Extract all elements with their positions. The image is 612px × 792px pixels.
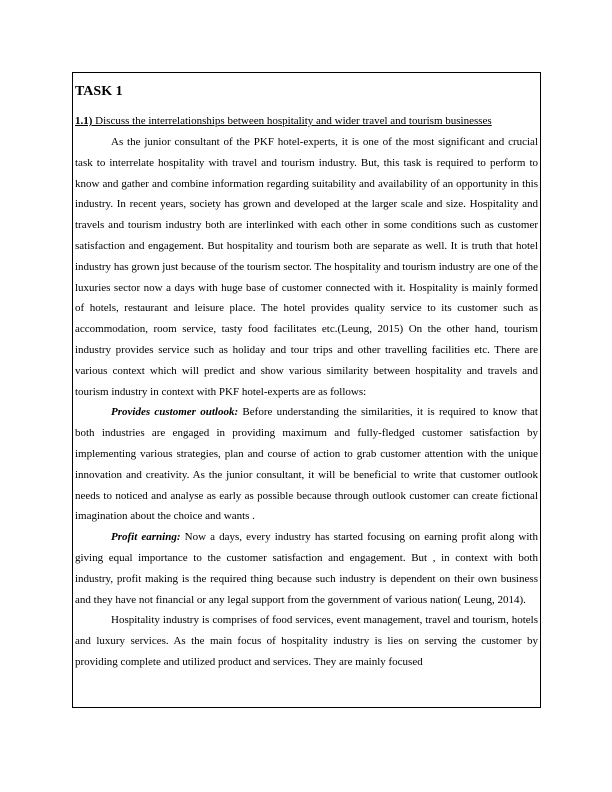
paragraph-hospitality-industry bbox=[75, 610, 538, 672]
section-number: 1.1) bbox=[75, 115, 93, 127]
paragraph-text: As the junior consultant of the PKF hotel-experts, it is one of the most significant and crucial task to interrelate hospitality with travel and tourism industry. But, this task is required to perform to know and gather and combine information regarding suitability and availability of an opportunity in this industry. In recent years, society has grown and developed at the larger scale and size. Hospitality and travels and tourism industry both are interlinked with each other in some conditions such as customer satisfaction and engagement. But hospitality and tourism both are separate as well. It is truth that hotel industry has grown just because of the tourism sector. The hospitality and tourism industry are one of the luxuries sector now a days with huge base of customer connected with it. Hospitality is mainly formed of hotels, restaurant and leisure place. The hotel provides quality service to its customer such as accommodation, room service, tasty food facilitates etc.(Leung, 2015) On the other hand, tourism industry provides service such as holiday and tour trips and other travelling facilities etc. There are various context which will predict and show various similarity between hospitality and travels and tourism industry in context with PKF hotel-experts are as follows: bbox=[75, 136, 538, 398]
paragraph-text: Hospitality industry is comprises of food services, event management, travel and tourism, hotels and luxury services. As the main focus of hospitality industry is lies on serving the customer by providing complete and utilized product and services. They are mainly focused bbox=[75, 614, 538, 668]
section-heading-text: Discuss the interrelationships between hospitality and wider travel and tourism businesses bbox=[92, 115, 492, 127]
section-heading bbox=[75, 113, 538, 129]
paragraph-intro bbox=[75, 132, 538, 402]
paragraph-lead: Profit earning: bbox=[111, 531, 181, 544]
paragraph-text: Now a days, every industry has started focusing on earning profit along with giving equal importance to the customer satisfaction and engagement. But , in context with both industry, profit making is the required thing because such industry is dependent on their own business and they have not financial or any legal support from the government of various nation( Leung, 2014). bbox=[75, 531, 538, 606]
paragraph-text: Before understanding the similarities, it is required to know that both industries are engaged in providing maximum and fully-fledged customer satisfaction by implementing various strategies, plan and course of action to grab customer attention with the unique innovation and creativity. As the junior consultant, it will be beneficial to write that customer outlook needs to noticed and analyse as early as possible because through outlook customer can create fictional imagination about the choice and wants . bbox=[75, 406, 538, 523]
paragraph-lead: Provides customer outlook: bbox=[111, 406, 239, 419]
task-title: TASK 1 bbox=[75, 84, 123, 99]
task-frame bbox=[72, 72, 541, 708]
paragraph-profit-earning bbox=[75, 527, 538, 610]
paragraph-customer-outlook bbox=[75, 402, 538, 527]
